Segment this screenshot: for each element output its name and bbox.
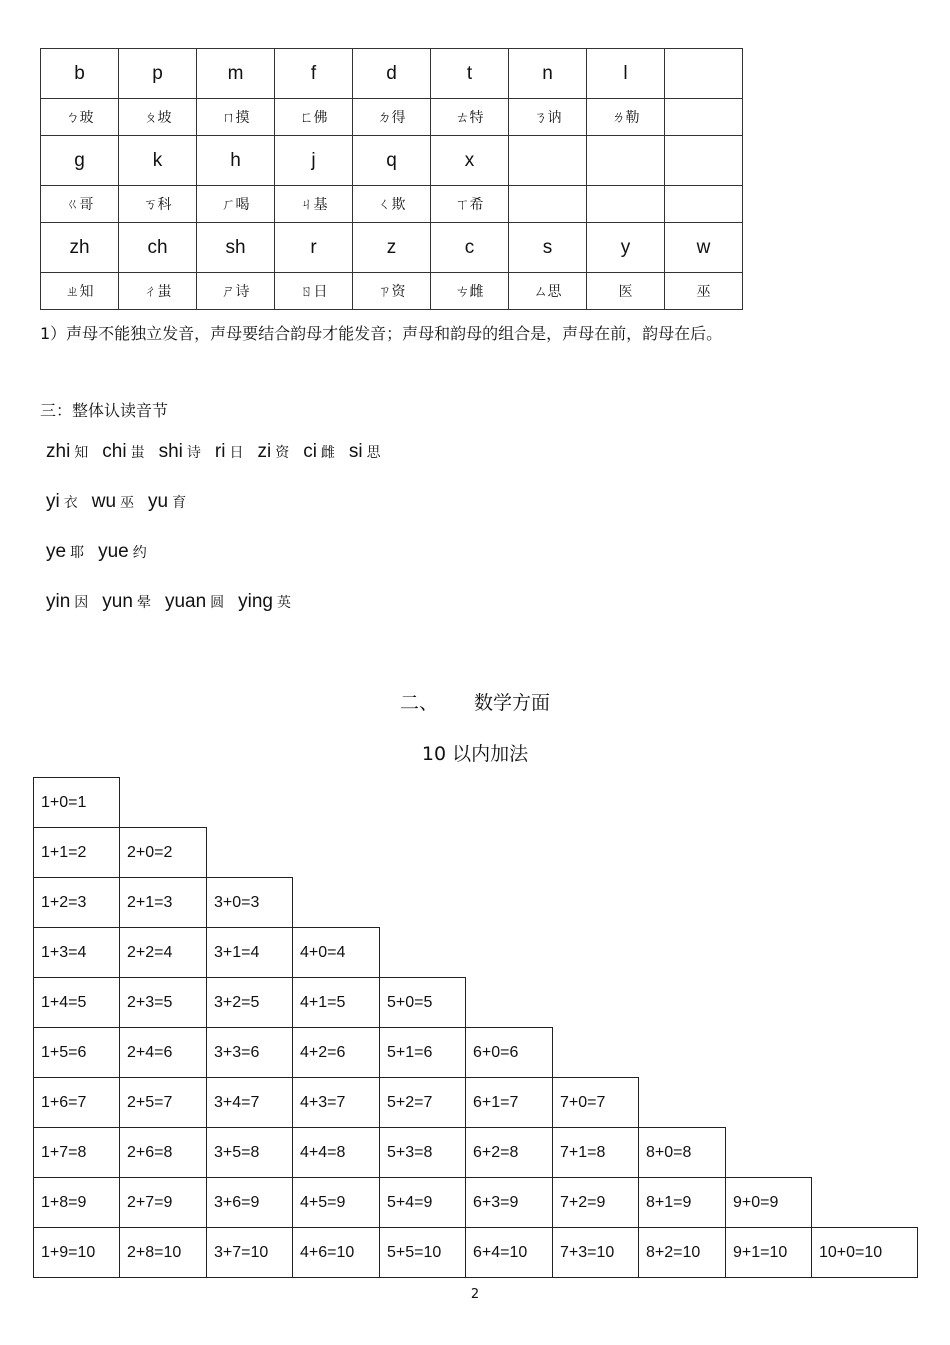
- syllable-pinyin: shi: [158, 441, 183, 462]
- syllable-hanzi: 资: [275, 445, 290, 461]
- initial-zhuyin-cell: ㄕ诗: [197, 273, 275, 310]
- addition-cell: 3+0=3: [206, 877, 293, 928]
- addition-cell: 1+6=7: [33, 1077, 120, 1128]
- addition-cell: 2+7=9: [119, 1177, 207, 1228]
- addition-cell: 2+6=8: [119, 1127, 207, 1178]
- syllable-hanzi: 衣: [63, 495, 78, 511]
- initials-row: [41, 99, 743, 136]
- initial-letter-cell: g: [41, 136, 119, 186]
- initial-letter-cell: [587, 136, 665, 186]
- initial-letter-cell: c: [431, 223, 509, 273]
- initial-zhuyin-cell: [587, 186, 665, 223]
- syllable-item: [102, 441, 144, 462]
- initial-zhuyin-cell: ㄍ哥: [41, 186, 119, 223]
- addition-cell: 4+5=9: [292, 1177, 380, 1228]
- syllable-hanzi: 圆: [210, 595, 225, 611]
- addition-cell: 3+3=6: [206, 1027, 293, 1078]
- initial-letter-cell: [665, 136, 743, 186]
- addition-cell: 7+1=8: [552, 1127, 639, 1178]
- initial-zhuyin-cell: ㄈ佛: [275, 99, 353, 136]
- syllable-item: [238, 591, 291, 612]
- syllable-item: [257, 441, 289, 462]
- addition-cell: 3+4=7: [206, 1077, 293, 1128]
- initial-letter-cell: m: [197, 49, 275, 99]
- initial-zhuyin-cell: ㄗ资: [353, 273, 431, 310]
- section2-title: 数学方面: [474, 692, 551, 714]
- syllable-hanzi: 晕: [136, 595, 151, 611]
- initial-zhuyin-cell: ㄒ希: [431, 186, 509, 223]
- addition-cell: 1+2=3: [33, 877, 120, 928]
- initial-zhuyin-cell: ㄏ喝: [197, 186, 275, 223]
- syllable-item: [215, 441, 244, 462]
- syllable-hanzi: 耶: [70, 545, 85, 561]
- addition-cell: 6+3=9: [465, 1177, 553, 1228]
- initials-row: [41, 223, 743, 273]
- addition-cell: 10+0=10: [811, 1227, 918, 1278]
- syllable-pinyin: ci: [303, 441, 317, 462]
- addition-cell: 4+6=10: [292, 1227, 380, 1278]
- syllable-pinyin: yi: [46, 491, 60, 512]
- addition-cell: 9+1=10: [725, 1227, 812, 1278]
- addition-cell: 2+0=2: [119, 827, 207, 878]
- syllable-pinyin: ri: [214, 441, 226, 462]
- syllable-hanzi: 日: [229, 445, 244, 461]
- addition-cell: 8+1=9: [638, 1177, 726, 1228]
- syllable-pinyin: wu: [91, 491, 117, 512]
- initial-letter-cell: q: [353, 136, 431, 186]
- addition-cell: 3+5=8: [206, 1127, 293, 1178]
- syllable-hanzi: 巫: [120, 495, 135, 511]
- addition-cell: 4+3=7: [292, 1077, 380, 1128]
- syllable-item: [92, 491, 134, 512]
- syllable-item: [303, 441, 335, 462]
- addition-cell: 8+0=8: [638, 1127, 726, 1178]
- initial-zhuyin-cell: ㄊ特: [431, 99, 509, 136]
- initial-letter-cell: y: [587, 223, 665, 273]
- syllable-pinyin: yue: [98, 541, 129, 562]
- initial-letter-cell: [509, 136, 587, 186]
- addition-cell: 5+0=5: [379, 977, 466, 1028]
- initial-zhuyin-cell: ㄅ玻: [41, 99, 119, 136]
- addition-cell: 1+3=4: [33, 927, 120, 978]
- addition-cell: 1+7=8: [33, 1127, 120, 1178]
- syllable-pinyin: chi: [102, 441, 127, 462]
- addition-cell: 9+0=9: [725, 1177, 812, 1228]
- syllable-hanzi: 蚩: [130, 445, 145, 461]
- initial-letter-cell: sh: [197, 223, 275, 273]
- initial-zhuyin-cell: ㄑ欺: [353, 186, 431, 223]
- syllable-hanzi: 思: [366, 445, 381, 461]
- syllable-pinyin: ying: [238, 591, 273, 612]
- initial-letter-cell: w: [665, 223, 743, 273]
- syllable-pinyin: yuan: [164, 591, 207, 612]
- initials-table-body: [41, 49, 743, 310]
- initial-zhuyin-cell: 医: [587, 273, 665, 310]
- addition-cell: 7+2=9: [552, 1177, 639, 1228]
- syllable-item: [159, 441, 201, 462]
- syllable-pinyin: zhi: [46, 441, 71, 462]
- syllable-pinyin: si: [348, 441, 363, 462]
- initials-row: [41, 186, 743, 223]
- syllable-item: [46, 491, 78, 512]
- initial-letter-cell: zh: [41, 223, 119, 273]
- addition-cell: 4+0=4: [292, 927, 380, 978]
- addition-cell: 6+4=10: [465, 1227, 553, 1278]
- initial-zhuyin-cell: ㄇ摸: [197, 99, 275, 136]
- initial-zhuyin-cell: ㄖ日: [275, 273, 353, 310]
- syllable-hanzi: 英: [277, 595, 291, 611]
- initial-letter-cell: t: [431, 49, 509, 99]
- initial-letter-cell: f: [275, 49, 353, 99]
- initial-letter-cell: j: [275, 136, 353, 186]
- initial-letter-cell: k: [119, 136, 197, 186]
- initial-zhuyin-cell: ㄓ知: [41, 273, 119, 310]
- addition-cell: 3+7=10: [206, 1227, 293, 1278]
- initial-zhuyin-cell: ㄉ得: [353, 99, 431, 136]
- addition-cell: 3+1=4: [206, 927, 293, 978]
- initial-zhuyin-cell: 巫: [665, 273, 743, 310]
- addition-cell: 4+1=5: [292, 977, 380, 1028]
- addition-cell: 7+0=7: [552, 1077, 639, 1128]
- initial-zhuyin-cell: ㄔ蚩: [119, 273, 197, 310]
- syllable-item: [98, 541, 147, 562]
- syllable-item: [102, 591, 151, 612]
- initial-zhuyin-cell: ㄎ科: [119, 186, 197, 223]
- addition-title: 10 以内加法: [421, 743, 529, 765]
- addition-cell: 2+5=7: [119, 1077, 207, 1128]
- addition-cell: 1+9=10: [33, 1227, 120, 1278]
- initial-zhuyin-cell: ㄐ基: [275, 186, 353, 223]
- initial-zhuyin-cell: [665, 99, 743, 136]
- initial-letter-cell: s: [509, 223, 587, 273]
- addition-cell: 3+2=5: [206, 977, 293, 1028]
- addition-cell: 1+0=1: [33, 777, 120, 828]
- syllable-pinyin: yun: [102, 591, 133, 612]
- initials-row: [41, 49, 743, 99]
- syllable-pinyin: yu: [148, 491, 169, 512]
- addition-cell: 5+3=8: [379, 1127, 466, 1178]
- addition-cell: 5+2=7: [379, 1077, 466, 1128]
- syllable-line: [46, 591, 305, 613]
- addition-cell: 4+2=6: [292, 1027, 380, 1078]
- initials-note: 1）声母不能独立发音，声母要结合韵母才能发音；声母和韵母的组合是，声母在前，韵母在后。: [40, 324, 723, 343]
- addition-cell: 1+1=2: [33, 827, 120, 878]
- addition-cell: 7+3=10: [552, 1227, 639, 1278]
- addition-cell: 5+5=10: [379, 1227, 466, 1278]
- addition-cell: 1+4=5: [33, 977, 120, 1028]
- syllable-item: [165, 591, 224, 612]
- addition-cell: 5+4=9: [379, 1177, 466, 1228]
- initial-letter-cell: z: [353, 223, 431, 273]
- initial-letter-cell: x: [431, 136, 509, 186]
- initial-zhuyin-cell: [509, 186, 587, 223]
- syllable-line: [46, 491, 200, 513]
- syllable-pinyin: ye: [46, 541, 67, 562]
- syllable-line: [46, 441, 395, 463]
- syllable-hanzi: 因: [74, 595, 89, 611]
- syllable-item: [349, 441, 381, 462]
- syllable-hanzi: 约: [132, 545, 147, 561]
- addition-cell: 4+4=8: [292, 1127, 380, 1178]
- syllable-hanzi: 雌: [320, 445, 335, 461]
- initial-letter-cell: b: [41, 49, 119, 99]
- initial-letter-cell: ch: [119, 223, 197, 273]
- initial-letter-cell: h: [197, 136, 275, 186]
- addition-cell: 2+3=5: [119, 977, 207, 1028]
- addition-cell: 2+8=10: [119, 1227, 207, 1278]
- initial-zhuyin-cell: ㄙ思: [509, 273, 587, 310]
- syllable-item: [46, 591, 88, 612]
- initial-letter-cell: r: [275, 223, 353, 273]
- initial-letter-cell: n: [509, 49, 587, 99]
- addition-cell: 6+2=8: [465, 1127, 553, 1178]
- syllable-item: [46, 441, 88, 462]
- section2-heading: [0, 688, 950, 715]
- addition-cell: 2+2=4: [119, 927, 207, 978]
- syllable-hanzi: 育: [172, 495, 187, 511]
- initials-row: [41, 136, 743, 186]
- syllable-item: [46, 541, 84, 562]
- initial-letter-cell: d: [353, 49, 431, 99]
- section2-number: 二、: [399, 692, 438, 714]
- initials-row: [41, 273, 743, 310]
- addition-cell: 5+1=6: [379, 1027, 466, 1078]
- initial-zhuyin-cell: ㄆ坡: [119, 99, 197, 136]
- addition-cell: 8+2=10: [638, 1227, 726, 1278]
- addition-cell: 6+1=7: [465, 1077, 553, 1128]
- syllable-hanzi: 知: [74, 445, 89, 461]
- syllable-item: [148, 491, 186, 512]
- addition-grid: [33, 777, 917, 1277]
- addition-cell: 3+6=9: [206, 1177, 293, 1228]
- addition-cell: 1+8=9: [33, 1177, 120, 1228]
- section3-title: 三：整体认读音节: [40, 401, 169, 420]
- addition-cell: 2+1=3: [119, 877, 207, 928]
- initials-table: [40, 48, 743, 310]
- addition-cell: 1+5=6: [33, 1027, 120, 1078]
- initial-zhuyin-cell: ㄋ讷: [509, 99, 587, 136]
- syllable-hanzi: 诗: [186, 445, 201, 461]
- syllable-pinyin: yin: [46, 591, 71, 612]
- syllable-line: [46, 541, 161, 563]
- initial-letter-cell: l: [587, 49, 665, 99]
- initial-letter-cell: p: [119, 49, 197, 99]
- addition-cell: 6+0=6: [465, 1027, 553, 1078]
- initial-zhuyin-cell: ㄌ勒: [587, 99, 665, 136]
- page-number: 2: [470, 1287, 480, 1302]
- syllable-pinyin: zi: [257, 441, 272, 462]
- addition-cell: 2+4=6: [119, 1027, 207, 1078]
- initial-letter-cell: [665, 49, 743, 99]
- initial-zhuyin-cell: [665, 186, 743, 223]
- initial-zhuyin-cell: ㄘ雌: [431, 273, 509, 310]
